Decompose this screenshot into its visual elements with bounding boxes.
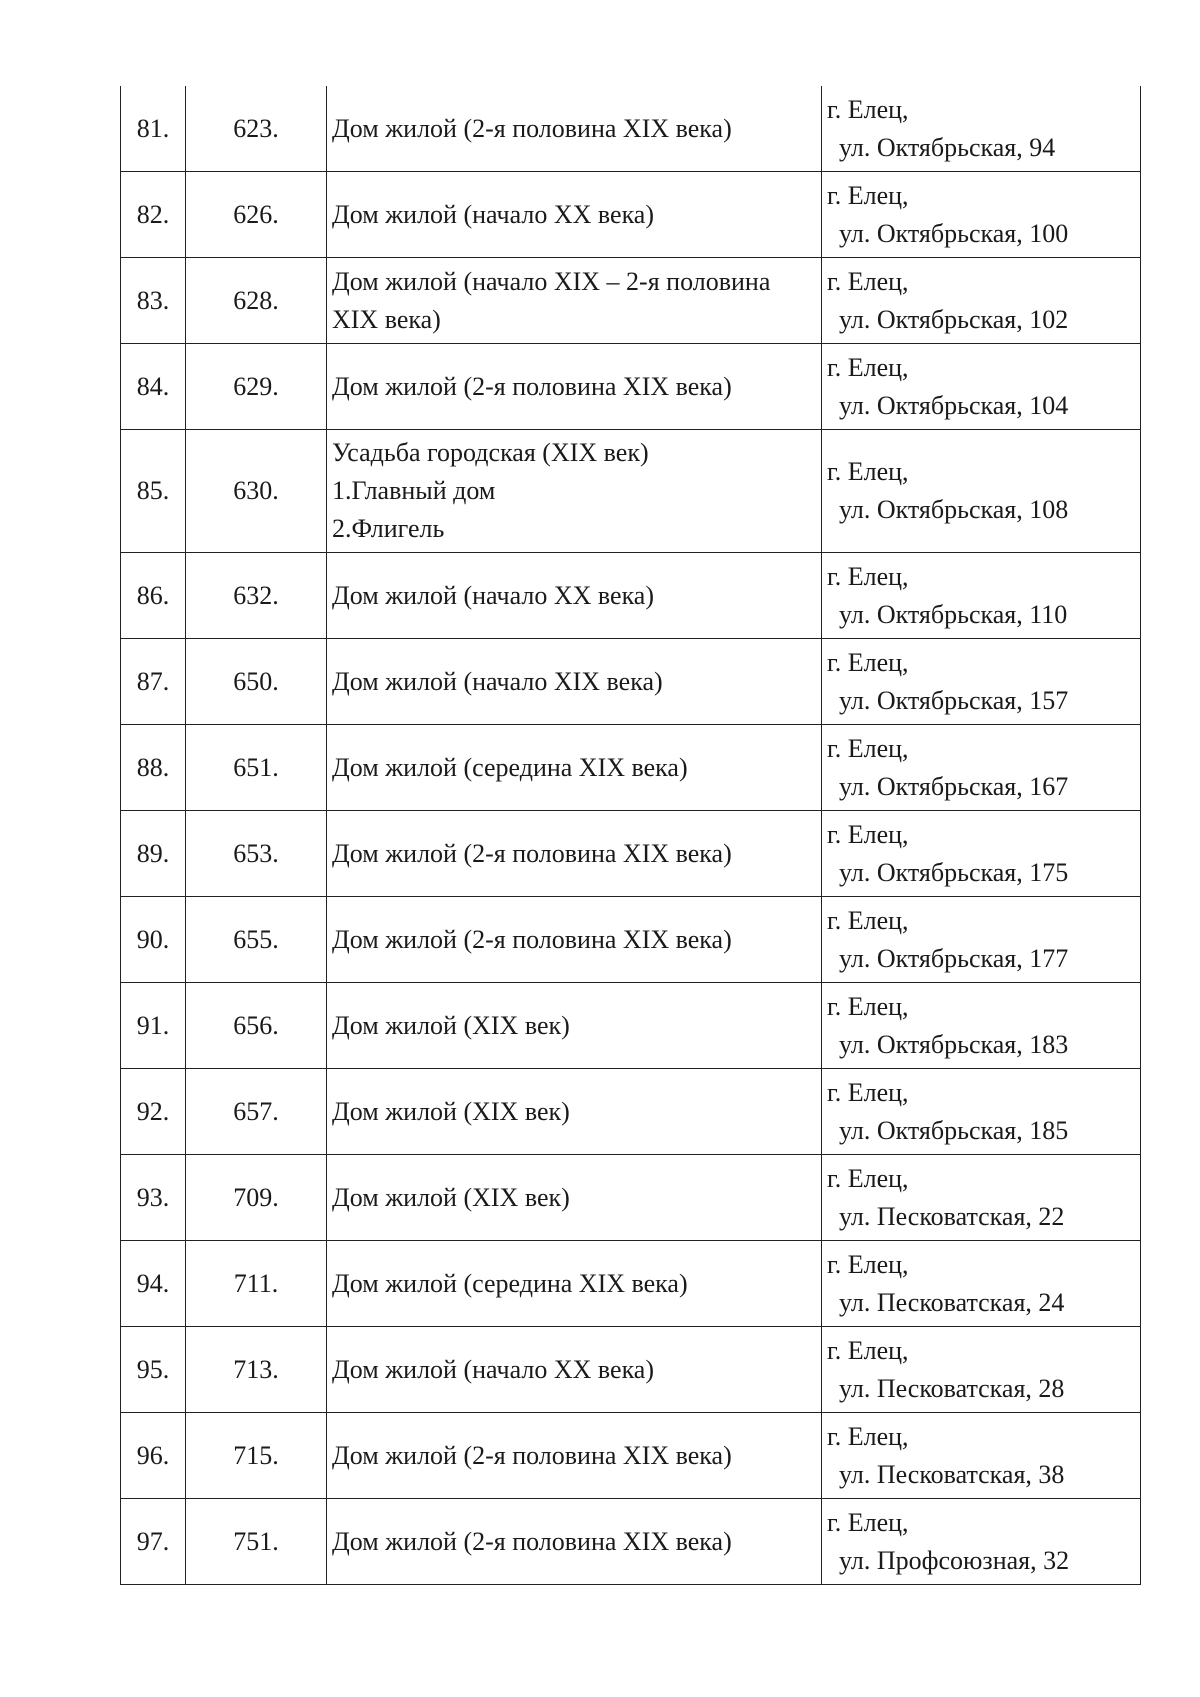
address-cell: [822, 1155, 1141, 1241]
object-name-line: Дом жилой (начало XIX – 2-я половина: [332, 266, 771, 296]
row-number-cell: 85.: [121, 430, 186, 553]
row-number-cell: 87.: [121, 639, 186, 725]
object-name-line: Дом жилой (середина XIX века): [332, 752, 688, 782]
address-cell: [822, 639, 1141, 725]
object-name-cell: [327, 1327, 822, 1413]
address-city: г. Елец,: [827, 647, 909, 677]
address-street: ул. Песковатская, 24: [839, 1287, 1065, 1317]
object-name-cell: [327, 172, 822, 258]
object-name-cell: [327, 1155, 822, 1241]
address-street: ул. Октябрьская, 94: [839, 132, 1056, 162]
address-city: г. Елец,: [827, 905, 909, 935]
object-name-cell: [327, 258, 822, 344]
row-number-cell: 91.: [121, 983, 186, 1069]
address-cell: [822, 1069, 1141, 1155]
object-name-line: Дом жилой (середина XIX века): [332, 1268, 688, 1298]
object-name-cell: [327, 1413, 822, 1499]
registry-number-cell: 715.: [186, 1413, 327, 1499]
object-name-cell: [327, 86, 822, 172]
address-cell: [822, 258, 1141, 344]
row-number-cell: 82.: [121, 172, 186, 258]
registry-number-cell: 651.: [186, 725, 327, 811]
address-cell: [822, 344, 1141, 430]
object-name-line: XIX века): [332, 304, 441, 334]
row-number-cell: 93.: [121, 1155, 186, 1241]
registry-number-cell: 626.: [186, 172, 327, 258]
table-row: [121, 258, 1141, 344]
address-cell: [822, 897, 1141, 983]
address-street: ул. Октябрьская, 102: [839, 304, 1069, 334]
object-name-line: Дом жилой (2-я половина XIX века): [332, 924, 732, 954]
registry-number-cell: 653.: [186, 811, 327, 897]
address-street: ул. Профсоюзная, 32: [839, 1545, 1070, 1575]
row-number-cell: 94.: [121, 1241, 186, 1327]
registry-number-cell: 656.: [186, 983, 327, 1069]
table-row: [121, 1241, 1141, 1327]
object-name-line: 2.Флигель: [332, 514, 445, 543]
registry-number-cell: 623.: [186, 86, 327, 172]
heritage-objects-table: [120, 86, 1141, 1585]
address-city: г. Елец,: [827, 1077, 909, 1107]
row-number-cell: 88.: [121, 725, 186, 811]
registry-number-cell: 709.: [186, 1155, 327, 1241]
address-street: ул. Октябрьская, 110: [839, 599, 1068, 629]
address-street: ул. Октябрьская, 167: [839, 771, 1069, 801]
table-row: [121, 639, 1141, 725]
address-cell: [822, 86, 1141, 172]
table-row: [121, 983, 1141, 1069]
address-street: ул. Октябрьская, 175: [839, 857, 1069, 887]
object-name-cell: [327, 553, 822, 639]
table-row: [121, 344, 1141, 430]
object-name-cell: [327, 983, 822, 1069]
registry-number-cell: 657.: [186, 1069, 327, 1155]
object-name-cell: [327, 430, 822, 553]
object-name-line: Дом жилой (2-я половина XIX века): [332, 113, 732, 143]
object-name-line: Дом жилой (начало XX века): [332, 580, 655, 610]
object-name-line: Дом жилой (2-я половина XIX века): [332, 1526, 732, 1556]
registry-number-cell: 632.: [186, 553, 327, 639]
table-row: [121, 1155, 1141, 1241]
table-row: [121, 1499, 1141, 1585]
address-cell: [822, 553, 1141, 639]
table-row: [121, 811, 1141, 897]
address-street: ул. Песковатская, 22: [839, 1201, 1065, 1231]
address-cell: [822, 172, 1141, 258]
address-street: ул. Песковатская, 38: [839, 1459, 1065, 1489]
address-street: ул. Октябрьская, 183: [839, 1029, 1069, 1059]
registry-number-cell: 650.: [186, 639, 327, 725]
table-body: [121, 86, 1141, 1585]
row-number-cell: 83.: [121, 258, 186, 344]
table-row: [121, 430, 1141, 553]
address-cell: [822, 1499, 1141, 1585]
row-number-cell: 97.: [121, 1499, 186, 1585]
object-name-line: Дом жилой (начало XX века): [332, 199, 655, 229]
address-city: г. Елец,: [827, 266, 909, 296]
object-name-line: Дом жилой (XIX век): [332, 1010, 570, 1040]
address-street: ул. Октябрьская, 177: [839, 943, 1069, 973]
registry-number-cell: 751.: [186, 1499, 327, 1585]
address-city: г. Елец,: [827, 180, 909, 210]
object-name-line: Дом жилой (2-я половина XIX века): [332, 371, 732, 401]
object-name-line: Дом жилой (начало XIX века): [332, 666, 663, 696]
object-name-cell: [327, 1241, 822, 1327]
address-street: ул. Октябрьская, 100: [839, 218, 1069, 248]
row-number-cell: 96.: [121, 1413, 186, 1499]
object-name-line: Дом жилой (2-я половина XIX века): [332, 1440, 732, 1470]
address-street: ул. Октябрьская, 108: [839, 495, 1069, 524]
address-city: г. Елец,: [827, 561, 909, 591]
object-name-cell: [327, 344, 822, 430]
object-name-cell: [327, 811, 822, 897]
address-city: г. Елец,: [827, 1249, 909, 1279]
address-cell: [822, 983, 1141, 1069]
address-street: ул. Октябрьская, 104: [839, 390, 1069, 420]
table-row: [121, 172, 1141, 258]
table-row: [121, 1327, 1141, 1413]
registry-number-cell: 628.: [186, 258, 327, 344]
object-name-cell: [327, 897, 822, 983]
address-city: г. Елец,: [827, 819, 909, 849]
table-row: [121, 897, 1141, 983]
object-name-line: Дом жилой (XIX век): [332, 1096, 570, 1126]
address-city: г. Елец,: [827, 352, 909, 382]
object-name-cell: [327, 639, 822, 725]
address-city: г. Елец,: [827, 1163, 909, 1193]
address-city: г. Елец,: [827, 94, 909, 124]
registry-number-cell: 630.: [186, 430, 327, 553]
address-city: г. Елец,: [827, 1335, 909, 1365]
object-name-cell: [327, 725, 822, 811]
address-cell: [822, 430, 1141, 553]
address-cell: [822, 1413, 1141, 1499]
object-name-line: Дом жилой (XIX век): [332, 1182, 570, 1212]
table-row: [121, 725, 1141, 811]
address-city: г. Елец,: [827, 1421, 909, 1451]
row-number-cell: 84.: [121, 344, 186, 430]
row-number-cell: 86.: [121, 553, 186, 639]
object-name-line: 1.Главный дом: [332, 476, 496, 505]
registry-number-cell: 655.: [186, 897, 327, 983]
address-cell: [822, 725, 1141, 811]
address-city: г. Елец,: [827, 991, 909, 1021]
table-row: [121, 1069, 1141, 1155]
object-name-cell: [327, 1069, 822, 1155]
object-name-line: Усадьба городская (XIX век): [332, 438, 649, 467]
address-city: г. Елец,: [827, 1507, 909, 1537]
object-name-line: Дом жилой (2-я половина XIX века): [332, 838, 732, 868]
registry-number-cell: 713.: [186, 1327, 327, 1413]
address-street: ул. Октябрьская, 185: [839, 1115, 1069, 1145]
table-row: [121, 1413, 1141, 1499]
row-number-cell: 90.: [121, 897, 186, 983]
registry-number-cell: 629.: [186, 344, 327, 430]
address-street: ул. Песковатская, 28: [839, 1373, 1065, 1403]
address-cell: [822, 1327, 1141, 1413]
address-street: ул. Октябрьская, 157: [839, 685, 1069, 715]
row-number-cell: 92.: [121, 1069, 186, 1155]
document-page: [120, 86, 1140, 1585]
table-row: [121, 86, 1141, 172]
registry-number-cell: 711.: [186, 1241, 327, 1327]
address-cell: [822, 811, 1141, 897]
object-name-line: Дом жилой (начало XX века): [332, 1354, 655, 1384]
row-number-cell: 95.: [121, 1327, 186, 1413]
row-number-cell: 81.: [121, 86, 186, 172]
address-cell: [822, 1241, 1141, 1327]
object-name-cell: [327, 1499, 822, 1585]
address-city: г. Елец,: [827, 733, 909, 763]
row-number-cell: 89.: [121, 811, 186, 897]
address-city: г. Елец,: [827, 457, 909, 486]
table-row: [121, 553, 1141, 639]
